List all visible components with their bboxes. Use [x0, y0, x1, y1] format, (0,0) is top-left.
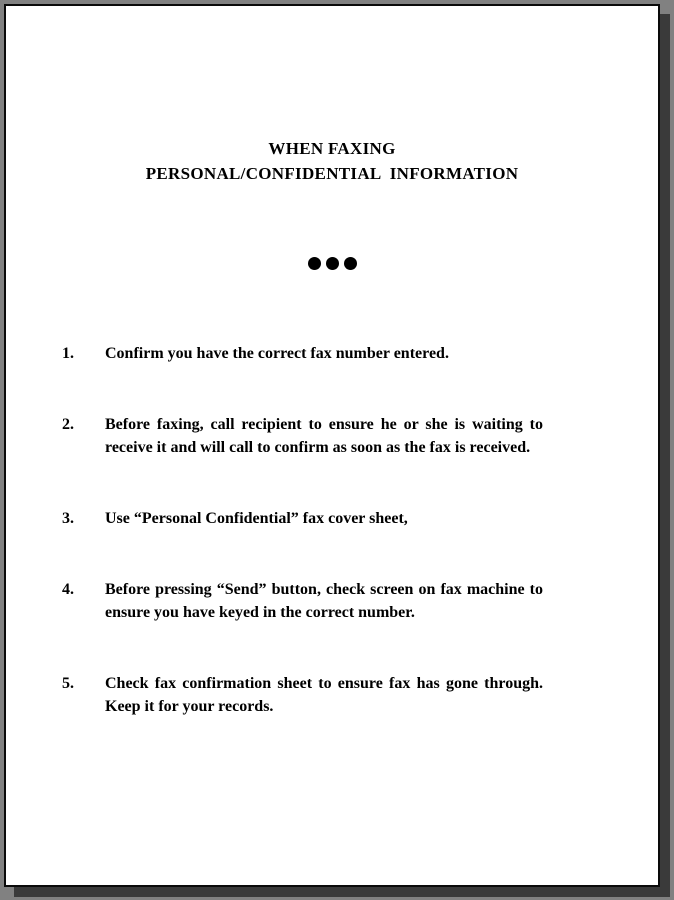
instruction-list [6, 342, 658, 718]
item-text: Use “Personal Confidential” fax cover sheet, [105, 510, 408, 527]
item-text: Before pressing “Send” button, check screen on fax machine to ensure you have keyed in the correct number. [105, 581, 543, 621]
item-number: 1. [62, 345, 74, 362]
list-item [62, 578, 543, 624]
title-line-2: PERSONAL/CONFIDENTIAL INFORMATION [145, 164, 519, 183]
dot-icon [308, 257, 321, 270]
list-item [62, 342, 543, 365]
dot-icon [326, 257, 339, 270]
list-item [62, 413, 543, 459]
item-text: Confirm you have the correct fax number entered. [105, 345, 449, 362]
item-number: 5. [62, 675, 74, 692]
item-text: Before faxing, call recipient to ensure he or she is waiting to receive it and will call to confirm as soon as the fax is received. [105, 416, 543, 456]
three-dots-separator-icon [6, 256, 658, 270]
item-number: 3. [62, 510, 74, 527]
title-line-1: WHEN FAXING [268, 139, 396, 158]
dot-icon [344, 257, 357, 270]
item-number: 4. [62, 581, 74, 598]
item-number: 2. [62, 416, 74, 433]
document-page [4, 4, 660, 887]
document-title [6, 136, 658, 186]
list-item [62, 672, 543, 718]
list-item [62, 507, 543, 530]
item-text: Check fax confirmation sheet to ensure fax has gone through. Keep it for your records. [105, 675, 543, 715]
